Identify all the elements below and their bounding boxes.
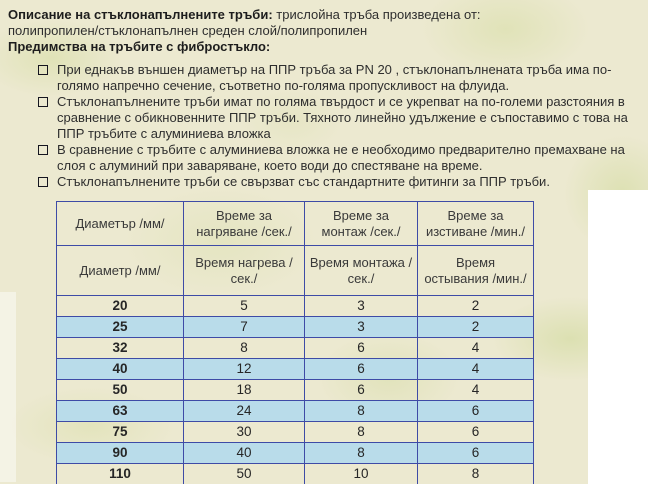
cell-assembly-time: 8 (305, 422, 418, 443)
bullet-text: Стъклонапълнените тръби се свързват със стандартните фитинги за ППР тръби. (57, 174, 550, 189)
cell-heating-time: 40 (184, 443, 305, 464)
cell-diameter: 63 (57, 401, 184, 422)
col-header-assembly-ru: Время монтажа /сек./ (305, 246, 418, 296)
cell-diameter: 75 (57, 422, 184, 443)
cell-heating-time: 24 (184, 401, 305, 422)
table-header-row-bg (57, 202, 534, 246)
col-header-cooling-ru: Время остывания /мин./ (418, 246, 534, 296)
list-item (38, 62, 630, 94)
col-header-assembly-bg: Време за монтаж /сек./ (305, 202, 418, 246)
cell-diameter: 40 (57, 359, 184, 380)
description-text: трислойна тръба произведена от: (272, 7, 481, 22)
col-header-heating-bg: Време за нагряване /сек./ (184, 202, 305, 246)
bullet-text: Стъклонапълнените тръби имат по голяма твърдост и се укрепват на по-големи разстояния в сравнение с обикновенните ППР тръби. Тяхното линейно удължение е съпоставимо с това на ППР тръбите с алуминиева вложка (57, 94, 628, 141)
table-header-row-ru (57, 246, 534, 296)
bullet-text: При еднакъв външен диаметър на ППР тръба за PN 20 , стъклонапълнената тръба има по-голямо напречно сечение, съответно по-голяма пропускливост на флуида. (57, 62, 612, 93)
cell-assembly-time: 10 (305, 464, 418, 484)
col-header-diameter-bg: Диаметър /мм/ (57, 202, 184, 246)
col-header-diameter-ru: Диаметр /мм/ (57, 246, 184, 296)
cell-cooling-time: 8 (418, 464, 534, 484)
list-item (38, 142, 630, 174)
cell-diameter: 110 (57, 464, 184, 484)
table-row (57, 338, 534, 359)
cell-heating-time: 5 (184, 296, 305, 317)
table-row (57, 464, 534, 484)
list-item (38, 174, 630, 190)
cell-cooling-time: 2 (418, 317, 534, 338)
cell-assembly-time: 8 (305, 443, 418, 464)
cell-heating-time: 12 (184, 359, 305, 380)
cell-heating-time: 50 (184, 464, 305, 484)
bullet-text: В сравнение с тръбите с алуминиева вложка не е необходимо предварително премахване на слоя с алуминий при заваряване, което води до спестяване на време. (57, 142, 625, 173)
table-row (57, 317, 534, 338)
col-header-heating-ru: Время нагрева /сек./ (184, 246, 305, 296)
list-item (38, 94, 630, 142)
checkbox-bullet-icon (38, 65, 48, 75)
cell-cooling-time: 4 (418, 338, 534, 359)
advantages-heading: Предимства на тръбите с фибростъкло: (8, 39, 271, 54)
table-row (57, 380, 534, 401)
description-paragraph (8, 7, 608, 39)
col-header-cooling-bg: Време за изстиване /мин./ (418, 202, 534, 246)
checkbox-bullet-icon (38, 97, 48, 107)
cell-heating-time: 30 (184, 422, 305, 443)
advantages-list (38, 62, 630, 190)
description-line2: полипропилен/стъклонапълнен среден слой/полипропилен (8, 23, 368, 38)
description-label: Описание на стъклонапълнените тръби: (8, 7, 273, 22)
cell-heating-time: 18 (184, 380, 305, 401)
cell-assembly-time: 3 (305, 317, 418, 338)
table-row (57, 443, 534, 464)
cell-cooling-time: 2 (418, 296, 534, 317)
cell-assembly-time: 3 (305, 296, 418, 317)
cell-assembly-time: 6 (305, 338, 418, 359)
table-row (57, 296, 534, 317)
cell-diameter: 32 (57, 338, 184, 359)
cell-assembly-time: 6 (305, 359, 418, 380)
cell-cooling-time: 6 (418, 443, 534, 464)
cell-diameter: 20 (57, 296, 184, 317)
table-row (57, 359, 534, 380)
table-row (57, 401, 534, 422)
cell-diameter: 50 (57, 380, 184, 401)
cell-heating-time: 8 (184, 338, 305, 359)
cell-diameter: 25 (57, 317, 184, 338)
cell-cooling-time: 4 (418, 359, 534, 380)
cell-heating-time: 7 (184, 317, 305, 338)
cell-cooling-time: 4 (418, 380, 534, 401)
pipe-welding-times-table (56, 201, 534, 484)
cell-cooling-time: 6 (418, 401, 534, 422)
cell-cooling-time: 6 (418, 422, 534, 443)
checkbox-bullet-icon (38, 145, 48, 155)
table-row (57, 422, 534, 443)
checkbox-bullet-icon (38, 177, 48, 187)
cell-diameter: 90 (57, 443, 184, 464)
cell-assembly-time: 8 (305, 401, 418, 422)
cell-assembly-time: 6 (305, 380, 418, 401)
